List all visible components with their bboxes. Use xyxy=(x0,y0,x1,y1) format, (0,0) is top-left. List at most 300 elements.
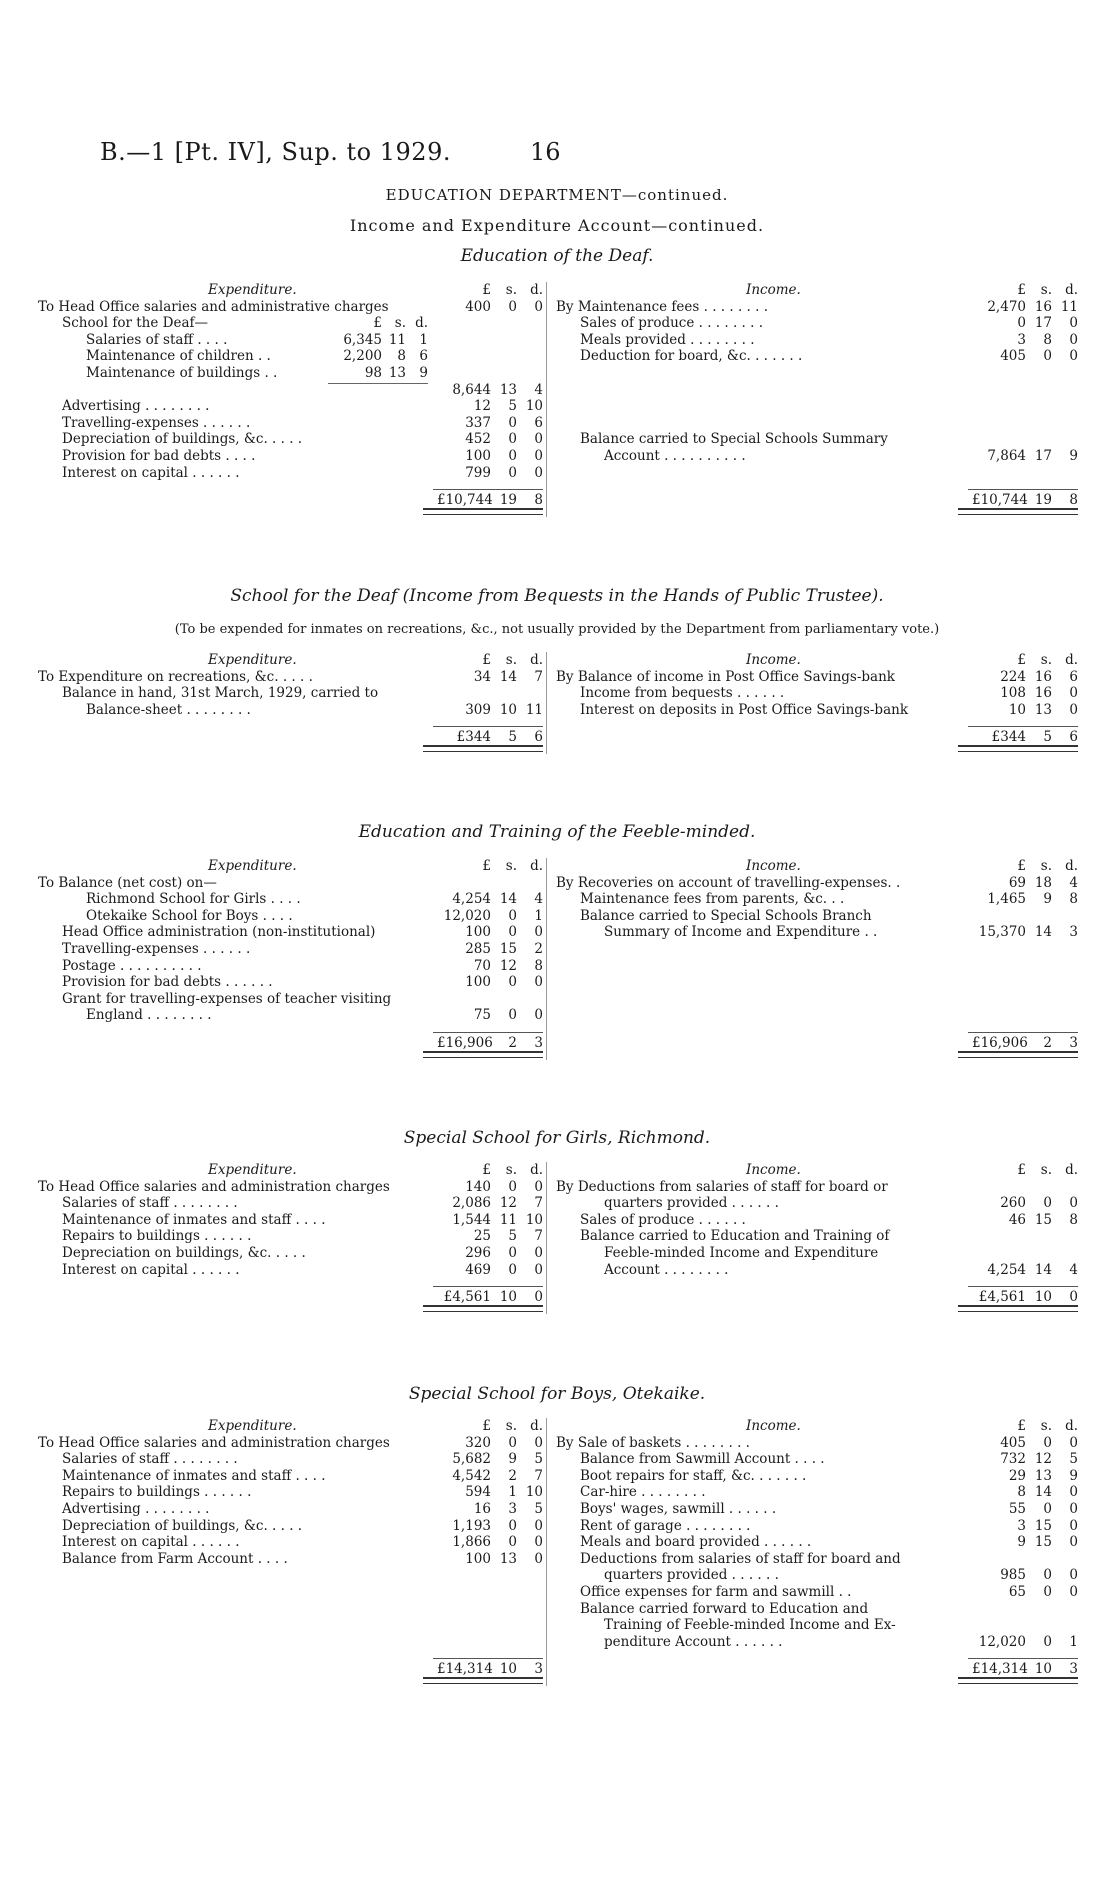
income-row xyxy=(556,702,1078,719)
expenditure-currency-header-d: d. xyxy=(530,282,543,298)
income-total-p: £14,314 xyxy=(972,1661,1028,1678)
sub-amount-s: 8 xyxy=(397,348,406,365)
amount xyxy=(968,348,1078,365)
amount xyxy=(968,875,1078,892)
amount-s: 16 xyxy=(1034,298,1052,315)
amount-p: 29 xyxy=(1008,1467,1026,1484)
income-currency-header xyxy=(968,858,1078,875)
expenditure-row xyxy=(38,875,543,892)
amount-p: 732 xyxy=(1000,1451,1026,1468)
expenditure-row xyxy=(38,958,543,975)
expenditure-total-p: £344 xyxy=(456,729,491,746)
account-table xyxy=(38,1418,1078,1686)
expenditure-row xyxy=(38,431,543,448)
income-currency-header-p: £ xyxy=(1017,1162,1026,1178)
income-item-label: Balance carried to Special Schools Summary xyxy=(580,431,888,448)
amount-d: 7 xyxy=(534,1228,543,1245)
amount xyxy=(968,332,1078,349)
amount-p: 3 xyxy=(1017,1517,1026,1534)
income-row xyxy=(556,1501,1078,1518)
expenditure-currency-header xyxy=(433,1162,543,1179)
expenditure-item-label: Balance in hand, 31st March, 1929, carried to xyxy=(62,685,379,702)
expenditure-item-label: To Head Office salaries and administrative charges xyxy=(38,298,389,315)
income-row xyxy=(556,1634,1078,1651)
expenditure-total-s: 2 xyxy=(508,1034,517,1051)
expenditure-total-row xyxy=(38,1032,543,1049)
amount-p: 452 xyxy=(465,431,491,448)
amount-p: 12 xyxy=(473,398,491,415)
expenditure-total-d: 6 xyxy=(534,729,543,746)
expenditure-currency-header xyxy=(433,1418,543,1435)
amount-p: 405 xyxy=(1000,1434,1026,1451)
amount xyxy=(433,431,543,448)
amount-s: 12 xyxy=(499,957,517,974)
amount-s: 14 xyxy=(1034,1261,1052,1278)
amount xyxy=(433,1451,543,1468)
amount-d: 0 xyxy=(1069,1583,1078,1600)
income-currency-header-d: d. xyxy=(1065,652,1078,668)
expenditure-row xyxy=(38,941,543,958)
sub-amount-p: 6,345 xyxy=(343,331,382,348)
amount-d: 8 xyxy=(534,957,543,974)
income-total-s: 19 xyxy=(1034,492,1052,509)
expenditure-row xyxy=(38,924,543,941)
amount-d: 6 xyxy=(534,414,543,431)
expenditure-column xyxy=(38,282,543,515)
amount-d: 0 xyxy=(1069,1567,1078,1584)
column-divider xyxy=(546,1418,547,1686)
income-row xyxy=(556,1468,1078,1485)
amount-p: 100 xyxy=(465,447,491,464)
expenditure-total-p: £4,561 xyxy=(443,1289,491,1306)
amount-s: 0 xyxy=(508,1178,517,1195)
income-item-label: Car-hire . . . . . . . . xyxy=(580,1484,706,1501)
income-row xyxy=(556,908,1078,925)
expenditure-total-p: £16,906 xyxy=(437,1034,493,1051)
amount-p: 4,542 xyxy=(452,1467,491,1484)
blank-row xyxy=(38,1617,543,1634)
amount xyxy=(433,448,543,465)
amount-s: 0 xyxy=(508,298,517,315)
expenditure-currency-header-d: d. xyxy=(530,1418,543,1434)
income-total xyxy=(968,1032,1078,1052)
income-column-header xyxy=(556,282,1078,299)
amount-d: 3 xyxy=(1069,924,1078,941)
income-item-label: Income from bequests . . . . . . xyxy=(580,685,785,702)
expenditure-total-d: 3 xyxy=(534,1034,543,1051)
blank-row xyxy=(38,1634,543,1651)
amount-p: 8 xyxy=(1017,1484,1026,1501)
expenditure-row xyxy=(38,974,543,991)
expenditure-total-d: 0 xyxy=(534,1289,543,1306)
sub-amount-s: 11 xyxy=(388,331,406,348)
expenditure-item-label: Depreciation of buildings, &c. . . . . xyxy=(62,431,303,448)
income-item-label: Deduction for board, &c. . . . . . . xyxy=(580,348,803,365)
expenditure-row xyxy=(38,1518,543,1535)
income-total xyxy=(968,1286,1078,1306)
income-row xyxy=(556,398,1078,415)
amount-s: 0 xyxy=(1043,1434,1052,1451)
income-row xyxy=(556,299,1078,316)
account-table xyxy=(38,1162,1078,1314)
expenditure-row xyxy=(38,891,543,908)
expenditure-item-label: Salaries of staff . . . . xyxy=(86,331,228,348)
amount-s: 5 xyxy=(508,398,517,415)
amount-p: 320 xyxy=(465,1434,491,1451)
amount-d: 0 xyxy=(1069,315,1078,332)
income-column xyxy=(556,1162,1078,1312)
amount-p: 34 xyxy=(473,668,491,685)
amount-p: 46 xyxy=(1008,1211,1026,1228)
income-currency-header-p: £ xyxy=(1017,652,1026,668)
expenditure-currency-header-d: d. xyxy=(530,1162,543,1178)
income-row xyxy=(556,1245,1078,1262)
income-item-label: Summary of Income and Expenditure . . xyxy=(604,924,878,941)
income-row xyxy=(556,382,1078,399)
amount-d: 0 xyxy=(534,1517,543,1534)
amount xyxy=(968,1435,1078,1452)
amount-d: 7 xyxy=(534,668,543,685)
income-row xyxy=(556,365,1078,382)
amount xyxy=(968,1501,1078,1518)
expenditure-row xyxy=(38,315,543,332)
expenditure-total-s: 10 xyxy=(499,1661,517,1678)
page-header: B.—1 [Pt. IV], Sup. to 1929. xyxy=(100,138,451,166)
section-title: School for the Deaf (Income from Bequests in the Hands of Public Trustee). xyxy=(230,586,884,606)
income-currency-header-s: s. xyxy=(1040,1418,1052,1434)
income-total-s: 10 xyxy=(1034,1289,1052,1306)
amount xyxy=(433,702,543,719)
amount-d: 0 xyxy=(534,1434,543,1451)
income-total-s: 2 xyxy=(1043,1034,1052,1051)
income-row xyxy=(556,332,1078,349)
amount-s: 13 xyxy=(499,1550,517,1567)
expenditure-row xyxy=(38,669,543,686)
expenditure-item-label: Balance-sheet . . . . . . . . xyxy=(86,701,251,718)
amount-d: 0 xyxy=(1069,685,1078,702)
amount-p: 799 xyxy=(465,464,491,481)
amount-s: 0 xyxy=(1043,1195,1052,1212)
income-currency-header-s: s. xyxy=(1040,858,1052,874)
expenditure-row xyxy=(38,348,543,365)
amount xyxy=(968,1484,1078,1501)
income-total-d: 3 xyxy=(1069,1034,1078,1051)
amount-p: 75 xyxy=(473,1007,491,1024)
expenditure-row xyxy=(38,685,543,702)
amount-s: 11 xyxy=(499,1211,517,1228)
expenditure-total-p: £14,314 xyxy=(437,1661,493,1678)
expenditure-item-label: School for the Deaf— xyxy=(62,315,208,332)
amount-d: 6 xyxy=(1069,668,1078,685)
amount xyxy=(433,941,543,958)
expenditure-row xyxy=(38,382,543,399)
amount-s: 14 xyxy=(1034,924,1052,941)
expenditure-row xyxy=(38,908,543,925)
amount-d: 0 xyxy=(1069,1434,1078,1451)
amount-d: 5 xyxy=(534,1451,543,1468)
account-table xyxy=(38,858,1078,1060)
expenditure-row xyxy=(38,415,543,432)
income-total xyxy=(968,726,1078,746)
expenditure-row xyxy=(38,1195,543,1212)
amount-p: 108 xyxy=(1000,685,1026,702)
account-title: Income and Expenditure Account—continued. xyxy=(349,216,765,235)
sub-amount-p: 2,200 xyxy=(343,348,382,365)
income-total-d: 8 xyxy=(1069,492,1078,509)
amount-s: 0 xyxy=(508,974,517,991)
income-item-label: Feeble-minded Income and Expenditure xyxy=(604,1244,879,1261)
income-row xyxy=(556,1228,1078,1245)
expenditure-column-header xyxy=(38,652,543,669)
blank-row xyxy=(556,465,1078,482)
expenditure-item-label: Advertising . . . . . . . . xyxy=(62,398,210,415)
double-rule xyxy=(958,1677,1078,1684)
amount xyxy=(968,1634,1078,1651)
amount-s: 0 xyxy=(508,1434,517,1451)
expenditure-item-label: Postage . . . . . . . . . . xyxy=(62,957,202,974)
expenditure-total xyxy=(433,1658,543,1678)
amount-s: 0 xyxy=(1043,348,1052,365)
amount xyxy=(968,1534,1078,1551)
amount-s: 9 xyxy=(1043,891,1052,908)
blank-row xyxy=(556,941,1078,958)
amount-p: 1,465 xyxy=(987,891,1026,908)
expenditure-item-label: To Balance (net cost) on— xyxy=(38,874,217,891)
expenditure-total xyxy=(433,726,543,746)
income-currency-header xyxy=(968,652,1078,669)
amount-d: 9 xyxy=(1069,1467,1078,1484)
expenditure-item-label: Travelling-expenses . . . . . . xyxy=(62,940,251,957)
expenditure-row xyxy=(38,1534,543,1551)
amount-d: 0 xyxy=(534,464,543,481)
amount-p: 7,864 xyxy=(987,447,1026,464)
double-rule xyxy=(423,1051,543,1058)
amount-d: 8 xyxy=(1069,891,1078,908)
department-title: EDUCATION DEPARTMENT—continued. xyxy=(385,186,729,204)
income-total-p: £344 xyxy=(991,729,1026,746)
amount-p: 3 xyxy=(1017,331,1026,348)
expenditure-heading: Expenditure. xyxy=(208,282,297,298)
amount-s: 13 xyxy=(499,381,517,398)
amount-s: 0 xyxy=(508,1261,517,1278)
amount-d: 0 xyxy=(534,924,543,941)
expenditure-row xyxy=(38,1228,543,1245)
income-item-label: Rent of garage . . . . . . . . xyxy=(580,1517,751,1534)
income-item-label: Boot repairs for staff, &c. . . . . . . xyxy=(580,1467,807,1484)
amount-d: 0 xyxy=(534,431,543,448)
income-currency-header-p: £ xyxy=(1017,1418,1026,1434)
expenditure-total-row xyxy=(38,726,543,746)
amount-p: 0 xyxy=(1017,315,1026,332)
income-row xyxy=(556,1262,1078,1279)
amount-s: 1 xyxy=(508,1484,517,1501)
amount-s: 9 xyxy=(508,1451,517,1468)
expenditure-item-label: Maintenance of children . . xyxy=(86,348,271,365)
amount-d: 9 xyxy=(1069,447,1078,464)
income-column xyxy=(556,282,1078,515)
amount xyxy=(968,1518,1078,1535)
amount-p: 16 xyxy=(473,1500,491,1517)
expenditure-item-label: Maintenance of buildings . . xyxy=(86,364,278,381)
expenditure-currency-header-s: s. xyxy=(505,858,517,874)
income-row xyxy=(556,348,1078,365)
amount-d: 11 xyxy=(525,701,543,718)
income-currency-header-d: d. xyxy=(1065,1162,1078,1178)
income-currency-header xyxy=(968,1418,1078,1435)
expenditure-row xyxy=(38,332,543,349)
income-item-label: penditure Account . . . . . . xyxy=(604,1633,783,1650)
blank-row xyxy=(556,991,1078,1008)
amount-s: 8 xyxy=(1043,331,1052,348)
amount xyxy=(433,1179,543,1196)
income-item-label: Deductions from salaries of staff for board and xyxy=(580,1550,901,1567)
expenditure-item-label: Provision for bad debts . . . . xyxy=(62,447,256,464)
expenditure-item-label: Provision for bad debts . . . . . . xyxy=(62,974,273,991)
income-currency-header-d: d. xyxy=(1065,1418,1078,1434)
expenditure-column xyxy=(38,652,543,752)
income-currency-header-p: £ xyxy=(1017,858,1026,874)
expenditure-currency-header-p: £ xyxy=(482,1162,491,1178)
spacer-row xyxy=(556,481,1078,489)
amount xyxy=(968,702,1078,719)
amount-s: 5 xyxy=(508,1228,517,1245)
income-item-label: quarters provided . . . . . . xyxy=(604,1195,779,1212)
expenditure-column xyxy=(38,1418,543,1684)
expenditure-column-header xyxy=(38,858,543,875)
income-row xyxy=(556,1551,1078,1568)
income-column-header xyxy=(556,858,1078,875)
amount-d: 0 xyxy=(534,1534,543,1551)
expenditure-item-label: Repairs to buildings . . . . . . xyxy=(62,1228,252,1245)
amount xyxy=(433,1468,543,1485)
expenditure-heading: Expenditure. xyxy=(208,652,297,668)
income-total xyxy=(968,1658,1078,1678)
expenditure-currency-header-s: s. xyxy=(505,282,517,298)
amount-p: 100 xyxy=(465,974,491,991)
expenditure-item-label: To Head Office salaries and administration charges xyxy=(38,1434,390,1451)
spacer-row xyxy=(38,1650,543,1658)
amount-s: 15 xyxy=(1034,1517,1052,1534)
amount-d: 1 xyxy=(1069,1633,1078,1650)
spacer-row xyxy=(38,481,543,489)
amount xyxy=(433,382,543,399)
amount-p: 4,254 xyxy=(452,891,491,908)
amount-d: 0 xyxy=(534,298,543,315)
expenditure-item-label: Depreciation of buildings, &c. . . . . xyxy=(62,1517,303,1534)
column-divider xyxy=(546,282,547,517)
amount xyxy=(433,908,543,925)
expenditure-currency-header-d: d. xyxy=(530,652,543,668)
amount-d: 0 xyxy=(1069,701,1078,718)
amount-p: 69 xyxy=(1008,874,1026,891)
expenditure-column-header xyxy=(38,1162,543,1179)
expenditure-total-row xyxy=(38,489,543,509)
amount-d: 0 xyxy=(1069,1500,1078,1517)
sub-amount-d: 6 xyxy=(419,348,428,365)
amount-p: 985 xyxy=(1000,1567,1026,1584)
income-total-row xyxy=(556,726,1078,746)
amount-d: 7 xyxy=(534,1195,543,1212)
amount xyxy=(433,1518,543,1535)
amount-s: 0 xyxy=(1043,1500,1052,1517)
amount-s: 0 xyxy=(1043,1633,1052,1650)
section-title: Special School for Girls, Richmond. xyxy=(403,1128,711,1148)
expenditure-row xyxy=(38,365,543,382)
amount-s: 15 xyxy=(1034,1211,1052,1228)
expenditure-row xyxy=(38,465,543,482)
income-column xyxy=(556,652,1078,752)
spacer-row xyxy=(38,1278,543,1286)
income-item-label: Meals provided . . . . . . . . xyxy=(580,331,755,348)
amount-d: 0 xyxy=(1069,1534,1078,1551)
income-item-label: Interest on deposits in Post Office Savings-bank xyxy=(580,701,908,718)
amount xyxy=(968,1212,1078,1229)
income-row xyxy=(556,415,1078,432)
double-rule xyxy=(423,508,543,515)
amount xyxy=(968,299,1078,316)
expenditure-row xyxy=(38,702,543,719)
amount-s: 0 xyxy=(508,924,517,941)
amount-d: 0 xyxy=(534,1550,543,1567)
amount xyxy=(433,1551,543,1568)
income-item-label: Office expenses for farm and sawmill . . xyxy=(580,1583,852,1600)
expenditure-total-s: 10 xyxy=(499,1289,517,1306)
blank-row xyxy=(556,974,1078,991)
expenditure-item-label: Richmond School for Girls . . . . xyxy=(86,891,301,908)
expenditure-row xyxy=(38,1501,543,1518)
amount xyxy=(433,1195,543,1212)
income-total-d: 6 xyxy=(1069,729,1078,746)
amount xyxy=(433,299,543,316)
expenditure-item-label: Head Office administration (non-institutional) xyxy=(62,924,376,941)
amount-d: 0 xyxy=(534,1261,543,1278)
amount xyxy=(433,1212,543,1229)
expenditure-item-label: Travelling-expenses . . . . . . xyxy=(62,414,251,431)
amount-p: 70 xyxy=(473,957,491,974)
amount xyxy=(968,1584,1078,1601)
blank-row xyxy=(38,1601,543,1618)
income-item-label: Sales of produce . . . . . . . . xyxy=(580,315,764,332)
amount-s: 12 xyxy=(1034,1451,1052,1468)
amount-p: 100 xyxy=(465,1550,491,1567)
income-row xyxy=(556,315,1078,332)
double-rule xyxy=(958,1051,1078,1058)
amount-p: 12,020 xyxy=(443,907,491,924)
expenditure-currency-header-p: £ xyxy=(482,858,491,874)
expenditure-item-label: England . . . . . . . . xyxy=(86,1007,212,1024)
income-currency-header-d: d. xyxy=(1065,858,1078,874)
income-column-header xyxy=(556,652,1078,669)
expenditure-total-p: £10,744 xyxy=(437,492,493,509)
expenditure-item-label: Maintenance of inmates and staff . . . . xyxy=(62,1467,326,1484)
amount-s: 0 xyxy=(508,464,517,481)
income-heading: Income. xyxy=(746,1418,801,1434)
income-row xyxy=(556,1584,1078,1601)
amount-s: 16 xyxy=(1034,668,1052,685)
sub-amount-d: 1 xyxy=(419,331,428,348)
section-note: (To be expended for inmates on recreations, &c., not usually provided by the Department from parliamentary vote.) xyxy=(174,622,940,637)
amount-d: 10 xyxy=(525,1211,543,1228)
income-row xyxy=(556,1567,1078,1584)
expenditure-item-label: Otekaike School for Boys . . . . xyxy=(86,907,293,924)
expenditure-row xyxy=(38,1435,543,1452)
income-row xyxy=(556,685,1078,702)
amount xyxy=(433,1007,543,1024)
income-row xyxy=(556,1451,1078,1468)
expenditure-row xyxy=(38,1262,543,1279)
expenditure-row xyxy=(38,1484,543,1501)
amount-p: 8,644 xyxy=(452,381,491,398)
